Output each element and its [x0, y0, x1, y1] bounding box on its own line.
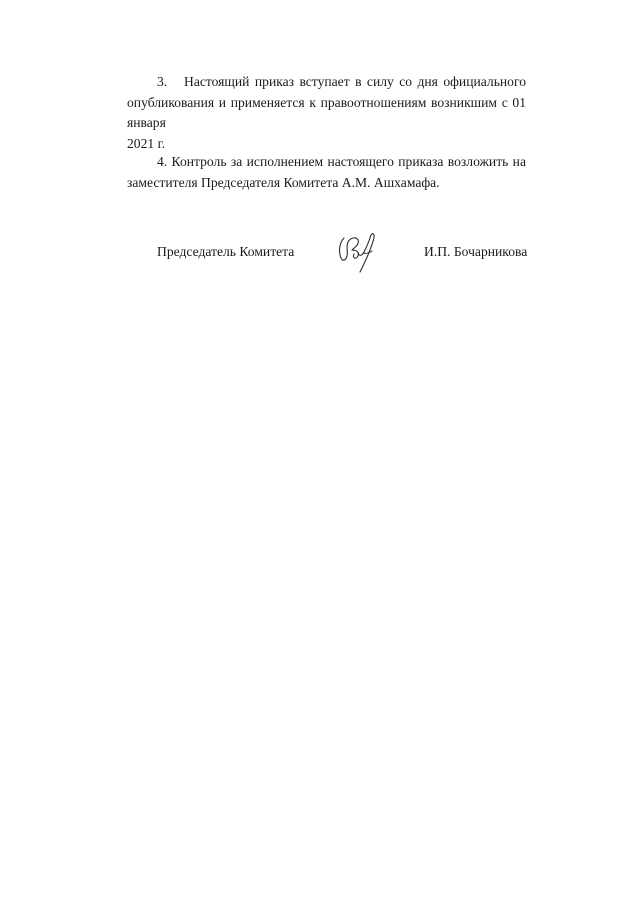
paragraph-3-line-3: 2021 г. [127, 135, 166, 151]
paragraph-4 [127, 152, 526, 193]
paragraph-4-line-1: 4. Контроль за исполнением настоящего приказа возложить на [157, 154, 526, 169]
signatory-name: И.П. Бочарникова [424, 244, 528, 259]
paragraph-3 [127, 72, 526, 154]
paragraph-3-line-1: 3. Настоящий приказ вступает в силу со дня официального [127, 72, 526, 93]
handwritten-signature [330, 226, 382, 278]
paragraph-3-number: 3. [157, 74, 168, 89]
paragraph-4-line-2: заместителя Председателя Комитета А.М. Ашхамафа. [127, 174, 440, 190]
paragraph-3-line-2: опубликования и применяется к правоотношениям возникшим с 01 января [127, 94, 526, 130]
signatory-position: Председатель Комитета [157, 244, 295, 259]
